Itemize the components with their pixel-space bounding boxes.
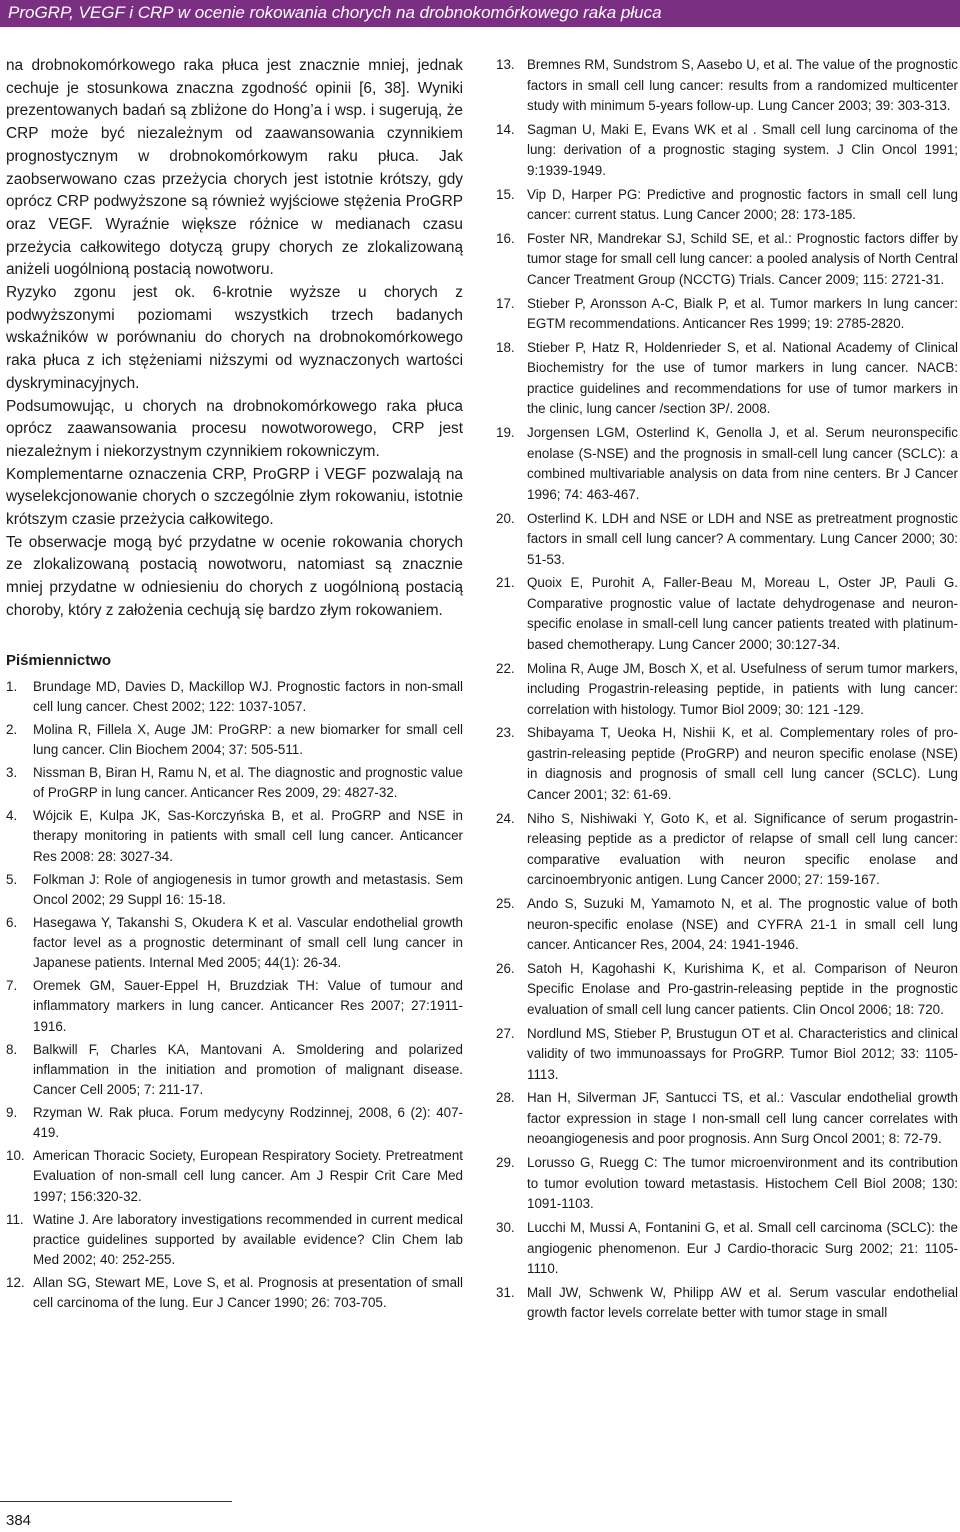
reference-list-left [6, 677, 463, 1314]
reference-text: Niho S, Nishiwaki Y, Goto K, et al. Significance of serum progastrin-releasing peptide as a predictor of relapse of small cell lung cancer: comparative evaluation with neuron specific enolase and carcinoembryonic antigen. Lung Cancer 2000; 27: 159-167. [527, 810, 958, 888]
reference-item [496, 894, 958, 956]
reference-number: 25. [496, 896, 515, 912]
reference-item [6, 1040, 463, 1101]
reference-text: Oremek GM, Sauer-Eppel H, Bruzdziak TH: Value of tumour and inflammatory markers in lung cancer. Anticancer Res 2007; 27:1911-1916. [33, 978, 463, 1034]
reference-number: 9. [6, 1105, 18, 1121]
reference-number: 24. [496, 810, 515, 826]
reference-item [6, 1146, 463, 1207]
reference-number: 5. [6, 871, 18, 887]
reference-text: Balkwill F, Charles KA, Mantovani A. Smoldering and polarized inflammation in the initiation and promotion of malignant disease. Cancer Cell 2005; 7: 211-17. [33, 1041, 463, 1098]
reference-item [496, 185, 958, 226]
reference-item [6, 976, 463, 1037]
reference-number: 15. [496, 186, 515, 202]
reference-item [6, 870, 463, 910]
reference-number: 11. [6, 1211, 24, 1227]
reference-text: Sagman U, Maki E, Evans WK et al . Small cell lung carcinoma of the lung: derivation of a prognostic staging system. J Clin Oncol 1991; 9:1939-1949. [527, 121, 958, 178]
reference-number: 20. [496, 510, 515, 526]
reference-text: Brundage MD, Davies D, Mackillop WJ. Prognostic factors in non-small cell lung cancer. Chest 2002; 122: 1037-1057. [33, 678, 463, 714]
footer-divider [0, 1501, 232, 1502]
reference-number: 6. [6, 914, 18, 930]
reference-item [6, 1103, 463, 1143]
reference-text: Han H, Silverman JF, Santucci TS, et al.: Vascular endothelial growth factor expression in stage I non-small cell lung cancer correlates with neoangiogenesis and poor prognosis. Ann Surg Oncol 2001; 8: 72-79. [527, 1090, 958, 1147]
body-paragraph: na drobnokomórkowego raka płuca jest znacznie mniej, jednak cechuje je stosunkowa znaczna zgodność opinii [6, 38]. Wyniki prezentowanych badań są zbliżone do Hong’a i wsp. i sugerują, że CRP może być niezależnym od zaawansowania czynnikiem prognostycznym w drobnokomórkowym raku płuca. Jak zaobserwowano czas przeżycia chorych jest istotnie krótszy, gdy oprócz CRP podwyższone są również wyjściowe stężenia ProGRP oraz VEGF. Wyraźnie większe różnice w medianach czasu przeżycia całkowitego dotyczą grupy chorych ze zlokalizowaną aniżeli uogólnioną postacią nowotworu. [6, 57, 463, 279]
reference-text: Allan SG, Stewart ME, Love S, et al. Prognosis at presentation of small cell carcinoma of the lung. Eur J Cancer 1990; 26: 703-705. [33, 1275, 463, 1311]
reference-text: Stieber P, Hatz R, Holdenrieder S, et al. National Academy of Clinical Biochemistry for the use of tumor markers in lung cancer. NACB: practice guidelines and recommendations for use of tumor markers in the clinic, lung cancer /section 3P/. 2008. [527, 339, 958, 417]
reference-item [6, 720, 463, 760]
reference-text: Lorusso G, Ruegg C: The tumor microenvironment and its contribution to tumor evolution toward metastasis. Histochem Cell Biol 2008; 130: 1091-1103. [527, 1155, 958, 1212]
reference-text: Jorgensen LGM, Osterlind K, Genolla J, et al. Serum neuronspecific enolase (S-NSE) and the prognosis in small-cell lung cancer (SCLC): a combined multivariable analysis on data from nine centers. Br J Cancer 1996; 74: 463-467. [527, 425, 958, 502]
reference-item [6, 1210, 463, 1271]
reference-text: Rzyman W. Rak płuca. Forum medycyny Rodzinnej, 2008, 6 (2): 407-419. [33, 1105, 463, 1141]
reference-item [496, 659, 958, 721]
reference-number: 1. [6, 678, 18, 694]
reference-number: 13. [496, 57, 515, 72]
reference-text: Lucchi M, Mussi A, Fontanini G, et al. Small cell carcinoma (SCLC): the angiogenic phenomenon. Eur J Cardio-thoracic Surg 2002; 21: 1105-1110. [527, 1220, 958, 1277]
reference-item [496, 509, 958, 571]
reference-number: 27. [496, 1025, 515, 1041]
running-header [0, 0, 960, 27]
reference-number: 31. [496, 1284, 515, 1300]
reference-text: Molina R, Fillela X, Auge JM: ProGRP: a new biomarker for small cell lung cancer. Clin Biochem 2004; 37: 505-511. [33, 721, 463, 757]
references-heading: Piśmiennictwo [6, 651, 112, 669]
reference-text: Foster NR, Mandrekar SJ, Schild SE, et al.: Prognostic factors differ by tumor stage for small cell lung cancer: a pooled analysis of North Central Cancer Treatment Group (NCCTG) Trials. Cancer 2009; 115: 2721-31. [527, 230, 958, 287]
reference-number: 3. [6, 764, 18, 780]
reference-number: 16. [496, 230, 515, 246]
reference-text: American Thoracic Society, European Respiratory Society. Pretreatment Evaluation of non-small cell lung cancer. Am J Respir Crit Care Med 1997; 156:320-32. [33, 1148, 463, 1204]
reference-item [496, 1283, 958, 1324]
reference-item [6, 913, 463, 974]
reference-text: Satoh H, Kagohashi K, Kurishima K, et al. Comparison of Neuron Specific Enolase and Pro-gastrin-releasing peptide in the prognostic evaluation of small cell lung cancer patients. Clin Oncol 2006; 18: 720. [527, 960, 958, 1017]
reference-list-right [496, 55, 958, 1324]
reference-text: Quoix E, Purohit A, Faller-Beau M, Moreau L, Oster JP, Pauli G. Comparative prognostic value of lactate dehydrogenase and neuron-specific enolase in small-cell lung cancer patients treated with platinum-based chemotherapy. Lung Cancer 2000; 30:127-34. [527, 575, 958, 652]
reference-item [496, 573, 958, 655]
reference-text: Ando S, Suzuki M, Yamamoto N, et al. The prognostic value of both neuron-specific enolase (NSE) and CYFRA 21-1 in small cell lung cancer. Anticancer Res, 2004, 24: 1941-1946. [527, 896, 958, 953]
reference-number: 4. [6, 808, 18, 824]
reference-number: 22. [496, 660, 515, 676]
reference-number: 21. [496, 575, 515, 591]
reference-text: Folkman J: Role of angiogenesis in tumor growth and metastasis. Sem Oncol 2002; 29 Suppl 16: 15-18. [33, 871, 463, 907]
reference-text: Nordlund MS, Stieber P, Brustugun OT et al. Characteristics and clinical validity of two immunoassays for ProGRP. Tumor Biol 2012; 33: 1105-1113. [527, 1025, 958, 1082]
reference-item [496, 120, 958, 182]
reference-item [496, 1024, 958, 1086]
reference-number: 12. [6, 1275, 25, 1291]
reference-number: 10. [6, 1148, 25, 1164]
reference-item [496, 338, 958, 420]
reference-item [496, 1218, 958, 1280]
reference-number: 28. [496, 1090, 515, 1106]
reference-item [496, 1088, 958, 1150]
body-text [6, 55, 463, 623]
reference-text: Bremnes RM, Sundstrom S, Aasebo U, et al. The value of the prognostic factors in small cell lung cancer: results from a randomized multicenter study with minimum 5-years follow-up. Lung Cancer 2003; 39: 303-313. [527, 57, 958, 113]
reference-item [6, 1273, 463, 1313]
reference-number: 26. [496, 960, 515, 976]
reference-item [496, 229, 958, 291]
body-paragraph: Ryzyko zgonu jest ok. 6-krotnie wyższe u chorych z podwyższonymi poziomami wszystkich trzech badanych wskaźników w porównaniu do chorych na drobnokomórkowego raka płuca z ich stężeniami niższymi od wyznaczonych wartości dyskryminacyjnych. [6, 284, 463, 392]
reference-number: 8. [6, 1041, 18, 1057]
reference-text: Hasegawa Y, Takanshi S, Okudera K et al. Vascular endothelial growth factor level as a prognostic determinant of small cell lung cancer in Japanese patients. Internal Med 2005; 44(1): 26-34. [33, 914, 463, 971]
reference-text: Nissman B, Biran H, Ramu N, et al. The diagnostic and prognostic value of ProGRP in lung cancer. Anticancer Res 2009, 29: 4827-32. [33, 764, 463, 801]
reference-number: 23. [496, 725, 515, 741]
reference-number: 2. [6, 721, 18, 737]
reference-item [496, 1153, 958, 1215]
reference-text: Wójcik E, Kulpa JK, Sas-Korczyńska B, et al. ProGRP and NSE in therapy monitoring in patients with small cell lung cancer. Anticancer Res 2008: 28: 3027-34. [33, 808, 463, 864]
reference-text: Watine J. Are laboratory investigations recommended in current medical practice guidelines supported by available evidence? Clin Chem lab Med 2002; 40: 252-255. [33, 1211, 463, 1268]
reference-text: Osterlind K. LDH and NSE or LDH and NSE as pretreatment prognostic factors in small cell lung cancer? A commentary. Lung Cancer 2000; 30: 51-53. [527, 510, 958, 567]
running-title: ProGRP, VEGF i CRP w ocenie rokowania chorych na drobnokomórkowego raka płuca [8, 3, 662, 22]
body-paragraph: Te obserwacje mogą być przydatne w ocenie rokowania chorych ze zlokalizowaną postacią nowotworu, natomiast są znacznie mniej przydatne w odniesieniu do chorych z uogólnioną postacią choroby, który z założenia cechują się bardzo złym rokowaniem. [6, 533, 463, 619]
reference-number: 19. [496, 425, 515, 441]
reference-text: Vip D, Harper PG: Predictive and prognostic factors in small cell lung cancer: current status. Lung Cancer 2000; 28: 173-185. [527, 186, 958, 223]
reference-number: 18. [496, 339, 515, 355]
reference-item [496, 809, 958, 891]
reference-item [496, 959, 958, 1021]
reference-number: 7. [6, 978, 18, 994]
right-column [496, 55, 958, 1327]
body-paragraph: Podsumowując, u chorych na drobnokomórkowego raka płuca oprócz zaawansowania procesu nowotworowego, CRP jest niezależnym i niekorzystnym czynnikiem rokowniczym. [6, 397, 463, 460]
reference-item [6, 763, 463, 803]
reference-item [496, 55, 958, 117]
reference-number: 30. [496, 1220, 515, 1236]
page-number: 384 [6, 1512, 32, 1529]
reference-number: 17. [496, 295, 515, 311]
reference-item [496, 423, 958, 505]
reference-text: Mall JW, Schwenk W, Philipp AW et al. Serum vascular endothelial growth factor levels correlate better with tumor stage in small [527, 1284, 958, 1321]
reference-item [496, 294, 958, 335]
reference-item [496, 723, 958, 805]
reference-text: Shibayama T, Ueoka H, Nishii K, et al. Complementary roles of pro-gastrin-releasing peptide (ProGRP) and neuron specific enolase (NSE) in diagnosis and prognosis of small cell lung cancer (SCLC). Lung Cancer 2001; 32: 61-69. [527, 725, 958, 802]
body-paragraph: Komplementarne oznaczenia CRP, ProGRP i VEGF pozwalają na wyselekcjonowanie chorych o szczególnie złym rokowaniu, istotnie krótszym czasie przeżycia całkowitego. [6, 465, 463, 529]
reference-item [6, 806, 463, 867]
reference-text: Molina R, Auge JM, Bosch X, et al. Usefulness of serum tumor markers, including Progastrin-releasing peptide, in patients with lung cancer: correlation with histology. Tumor Biol 2009; 30: 121 -129. [527, 660, 958, 717]
reference-number: 14. [496, 121, 515, 137]
left-column [6, 55, 463, 1316]
reference-text: Stieber P, Aronsson A-C, Bialk P, et al. Tumor markers In lung cancer: EGTM recommendations. Anticancer Res 1999; 19: 2785-2820. [527, 295, 958, 332]
reference-number: 29. [496, 1155, 515, 1171]
reference-item [6, 677, 463, 717]
